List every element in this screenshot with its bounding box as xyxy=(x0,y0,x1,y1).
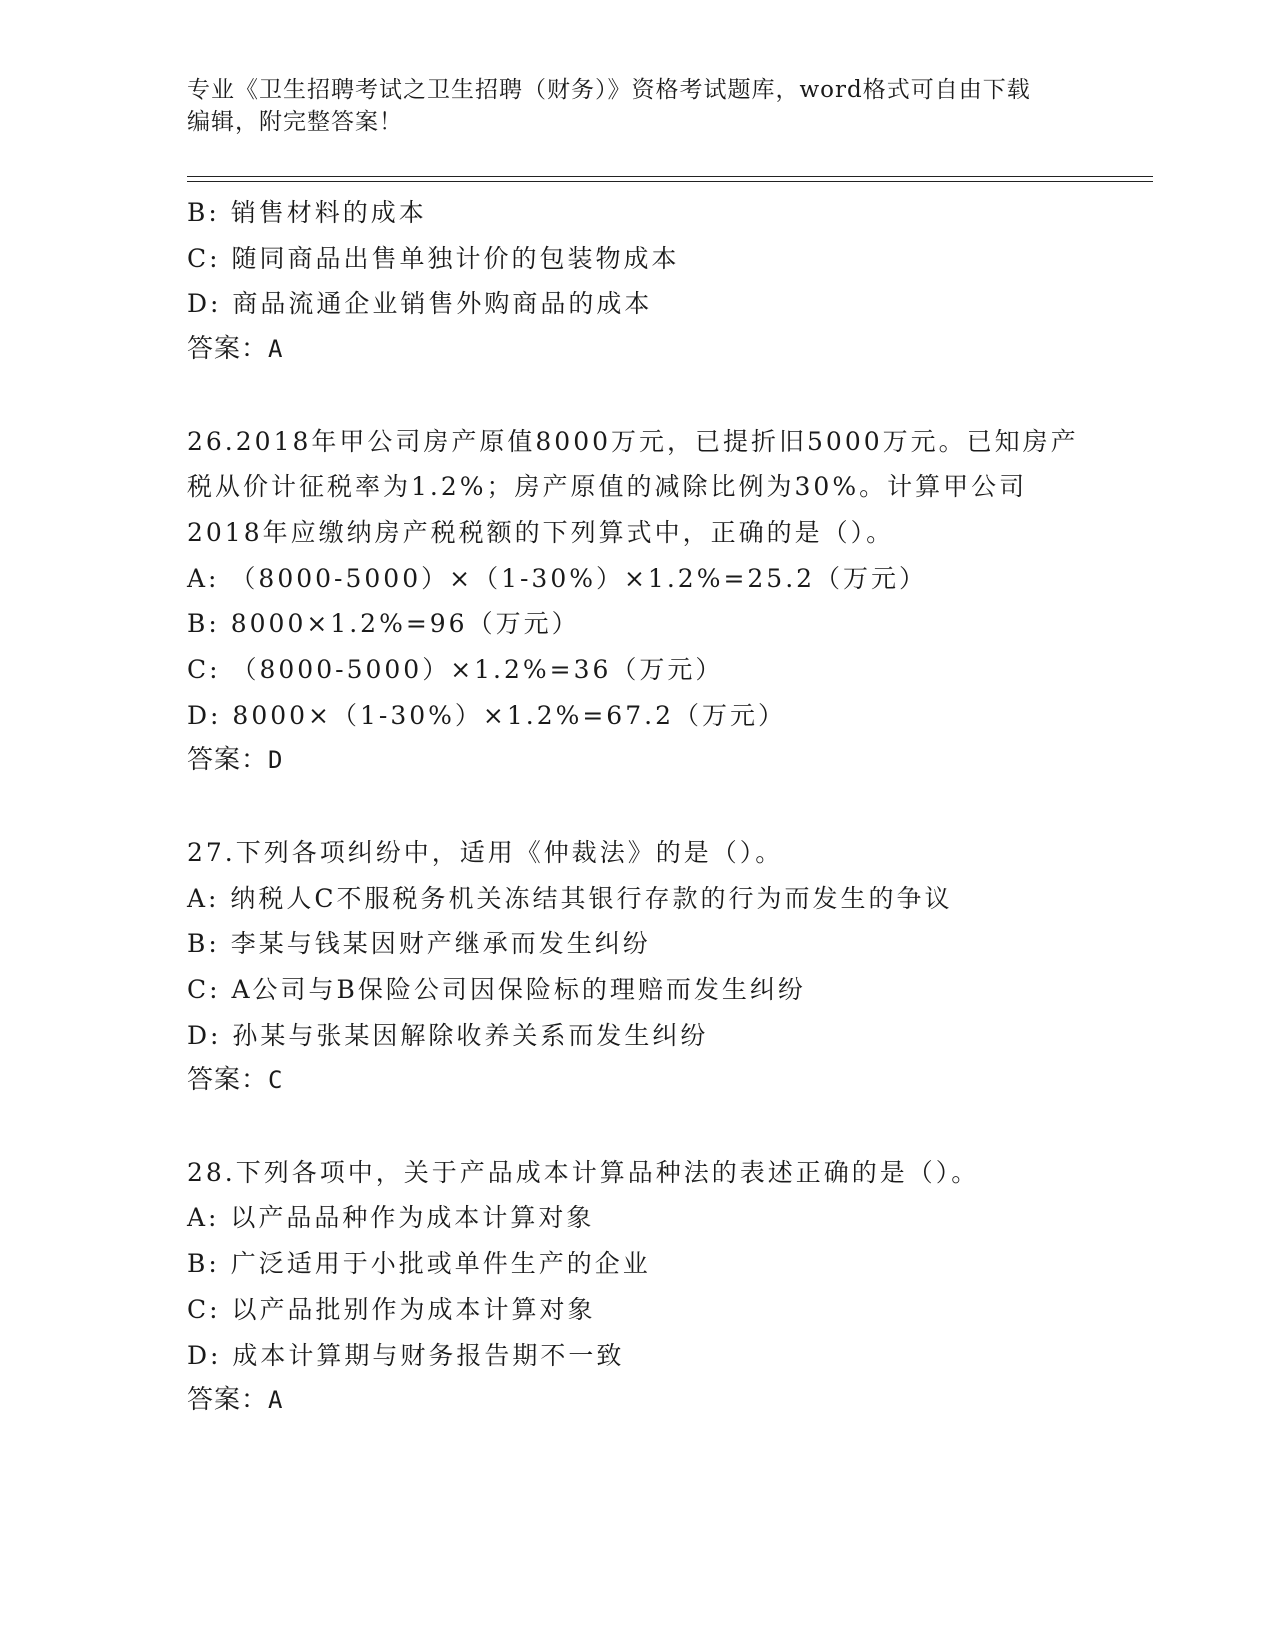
spacer xyxy=(187,784,1107,830)
answer-label: 答案： xyxy=(187,1385,269,1416)
question-stem-line: 28.下列各项中，关于产品成本计算品种法的表述正确的是（）。 xyxy=(187,1157,980,1187)
answer-value: A xyxy=(268,335,283,364)
option-b: B: 8000×1.2%=96（万元） xyxy=(187,609,580,639)
option-b: B: 李某与钱某因财产继承而发生纠纷 xyxy=(187,929,651,959)
question-26 xyxy=(187,419,1107,785)
header-divider-top xyxy=(187,176,1153,177)
answer-line xyxy=(187,327,1107,373)
answer-line xyxy=(187,738,1107,784)
answer-label: 答案： xyxy=(187,1065,269,1096)
answer-value: A xyxy=(268,1386,283,1415)
option-b: B: 销售材料的成本 xyxy=(187,198,427,227)
answer-label: 答案： xyxy=(187,745,269,776)
option-b: B: 广泛适用于小批或单件生产的企业 xyxy=(187,1249,651,1279)
option-c: C: A公司与B保险公司因保险标的理赔而发生纠纷 xyxy=(187,974,806,1004)
question-stem-line: 税从价计征税率为1.2%；房产原值的减除比例为30%。计算甲公司 xyxy=(187,472,1028,502)
option-d: D: 8000×（1-30%）×1.2%=67.2（万元） xyxy=(187,700,786,730)
header-line-1: 专业《卫生招聘考试之卫生招聘（财务）》资格考试题库，word格式可自由下载 xyxy=(187,77,1031,103)
question-stem-line: 26.2018年甲公司房产原值8000万元，已提折旧5000万元。已知房产 xyxy=(187,426,1079,456)
option-c: C: 随同商品出售单独计价的包装物成本 xyxy=(187,243,680,273)
option-d: D: 孙某与张某因解除收养关系而发生纠纷 xyxy=(187,1020,709,1050)
answer-line xyxy=(187,1378,1107,1424)
option-c: C: （8000-5000）×1.2%=36（万元） xyxy=(187,655,724,685)
document-header xyxy=(187,74,1067,138)
spacer xyxy=(187,373,1107,419)
question-stem-line: 27.下列各项纠纷中，适用《仲裁法》的是（）。 xyxy=(187,837,784,867)
document-body xyxy=(187,190,1107,1424)
answer-value: C xyxy=(268,1066,283,1095)
option-a: A: 纳税人C不服税务机关冻结其银行存款的行为而发生的争议 xyxy=(187,883,953,913)
header-line-2: 编辑，附完整答案！ xyxy=(187,109,403,135)
spacer xyxy=(187,1104,1107,1150)
option-a: A: 以产品品种作为成本计算对象 xyxy=(187,1203,595,1233)
option-d: D: 商品流通企业销售外购商品的成本 xyxy=(187,289,653,319)
question-27 xyxy=(187,830,1107,1104)
header-divider-bottom xyxy=(187,181,1153,182)
question-25 xyxy=(187,190,1107,373)
answer-label: 答案： xyxy=(187,334,269,365)
question-stem-line: 2018年应缴纳房产税税额的下列算式中，正确的是（）。 xyxy=(187,517,895,547)
question-28 xyxy=(187,1150,1107,1424)
option-a: A: （8000-5000）×（1-30%）×1.2%=25.2（万元） xyxy=(187,563,928,593)
option-d: D: 成本计算期与财务报告期不一致 xyxy=(187,1340,625,1370)
answer-line xyxy=(187,1058,1107,1104)
option-c: C: 以产品批别作为成本计算对象 xyxy=(187,1294,596,1324)
answer-value: D xyxy=(268,746,283,775)
